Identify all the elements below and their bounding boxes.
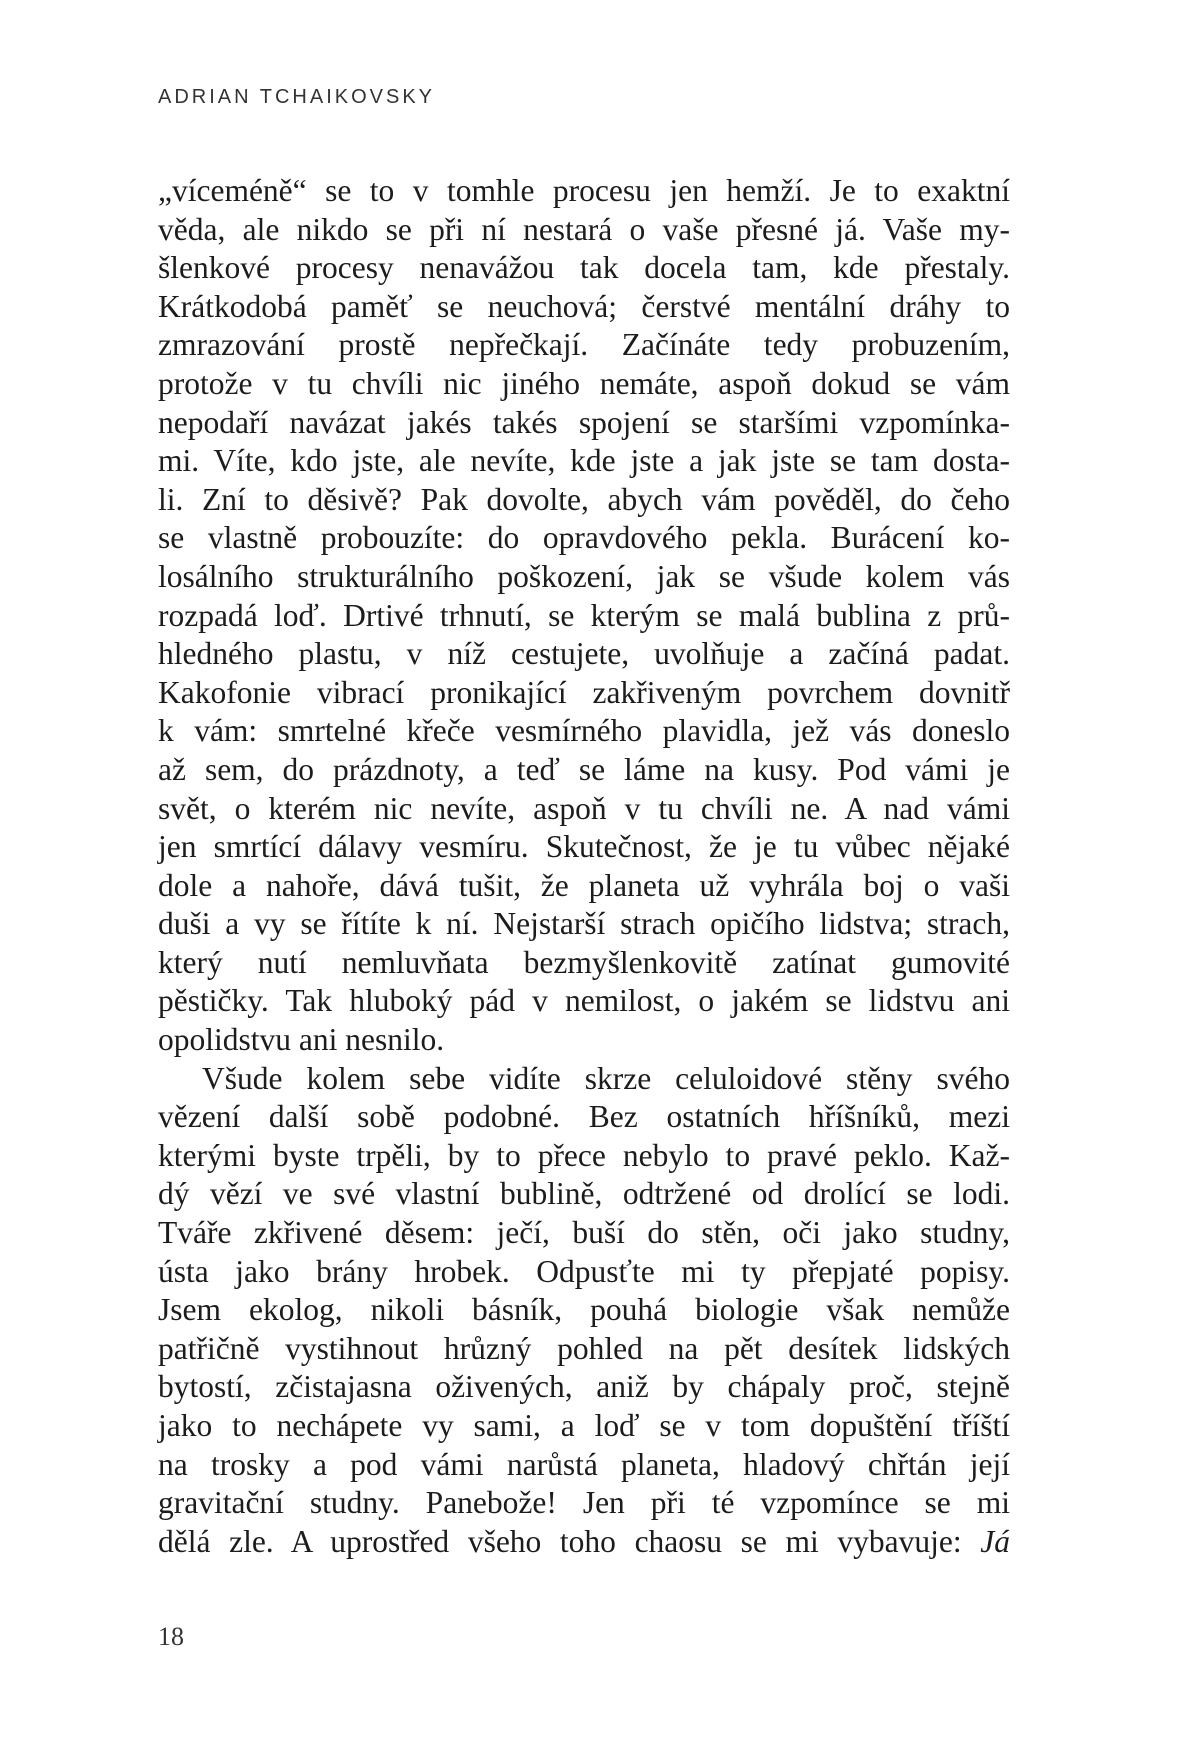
text-line: dý vězí ve své vlastní bublině, odtržené od drolící se lodi.: [158, 1176, 1010, 1212]
running-head: ADRIAN TCHAIKOVSKY: [158, 86, 436, 108]
text-line: zmrazování prostě nepřečkají. Začínáte tedy probuzením,: [158, 327, 1010, 363]
text-line: gravitační studny. Panebože! Jen při té vzpomínce se mi: [158, 1485, 1010, 1521]
text-line: který nutí nemluvňata bezmyšlenkovitě zatínat gumovité: [158, 944, 1010, 980]
text-line: mi. Víte, kdo jste, ale nevíte, kde jste a jak jste se tam dosta-: [158, 443, 1010, 479]
text-line: na trosky a pod vámi narůstá planeta, hladový chřtán její: [158, 1446, 1010, 1482]
italic-word: Já: [980, 1523, 1011, 1559]
text-line: Všude kolem sebe vidíte skrze celuloidové stěny svého: [202, 1060, 1010, 1096]
text-line: pěstičky. Tak hluboký pád v nemilost, o jakém se lidstvu ani: [158, 983, 1010, 1019]
body-text: [158, 172, 1010, 1561]
text-line: vězení další sobě podobné. Bez ostatních hříšníků, mezi: [158, 1099, 1010, 1135]
paragraph-1: [158, 172, 1010, 1060]
text-line: nepodaří navázat jakés takés spojení se staršími vzpomínka-: [158, 404, 1010, 440]
text-line: patřičně vystihnout hrůzný pohled na pět desítek lidských: [158, 1330, 1010, 1366]
text-line: kterými byste trpěli, by to přece nebylo to pravé peklo. Kaž-: [158, 1137, 1010, 1173]
text-line: se vlastně probouzíte: do opravdového pekla. Burácení ko-: [158, 520, 1010, 556]
text-line: věda, ale nikdo se při ní nestará o vaše přesné já. Vaše my-: [158, 211, 1010, 247]
text-line: hledného plastu, v níž cestujete, uvolňuje a začíná padat.: [158, 636, 1010, 672]
text-line: Krátkodobá paměť se neuchová; čerstvé mentální dráhy to: [158, 288, 1010, 324]
text-line: k vám: smrtelné křeče vesmírného plavidla, jež vás doneslo: [158, 713, 1010, 749]
text-line: Kakofonie vibrací pronikající zakřiveným povrchem dovnitř: [158, 674, 1010, 710]
text-line: jako to nechápete vy sami, a loď se v tom dopuštění tříští: [158, 1408, 1010, 1443]
text-line: Jsem ekolog, nikoli básník, pouhá biologie však nemůže: [158, 1292, 1010, 1328]
text-line: opolidstvu ani nesnilo.: [158, 1022, 445, 1058]
paragraph-2: [158, 1060, 1010, 1562]
text-line: ústa jako brány hrobek. Odpusťte mi ty přepjaté popisy.: [158, 1253, 1010, 1289]
text-line: až sem, do prázdnoty, a teď se láme na kusy. Pod vámi je: [158, 751, 1010, 787]
text-line: losálního strukturálního poškození, jak se všude kolem vás: [158, 558, 1010, 594]
text-line: „víceméně“ se to v tomhle procesu jen hemží. Je to exaktní: [158, 173, 1010, 208]
text-line: jen smrtící dálavy vesmíru. Skutečnost, že je tu vůbec nějaké: [158, 829, 1010, 865]
text-line: li. Zní to děsivě? Pak dovolte, abych vám pověděl, do čeho: [158, 481, 1010, 517]
text-line: duši a vy se řítíte k ní. Nejstarší strach opičího lidstva; strach,: [158, 906, 1010, 942]
text-line: protože v tu chvíli nic jiného nemáte, aspoň dokud se vám: [158, 365, 1010, 401]
text-line: bytostí, zčistajasna oživených, aniž by chápaly proč, stejně: [158, 1369, 1010, 1405]
text-segment: dělá zle. A uprostřed všeho toho chaosu se mi vybavuje:: [158, 1523, 962, 1559]
text-line: svět, o kterém nic nevíte, aspoň v tu chvíli ne. A nad vámi: [158, 790, 1010, 826]
text-line: rozpadá loď. Drtivé trhnutí, se kterým se malá bublina z prů-: [158, 597, 1010, 633]
text-line: šlenkové procesy nenavážou tak docela tam, kde přestaly.: [158, 250, 1010, 286]
text-line: dole a nahoře, dává tušit, že planeta už vyhrála boj o vaši: [158, 867, 1010, 903]
text-line: Tváře zkřivené děsem: ječí, buší do stěn, oči jako studny,: [158, 1215, 1010, 1251]
page-number: 18: [158, 1622, 184, 1651]
text-line: [158, 1523, 1010, 1562]
